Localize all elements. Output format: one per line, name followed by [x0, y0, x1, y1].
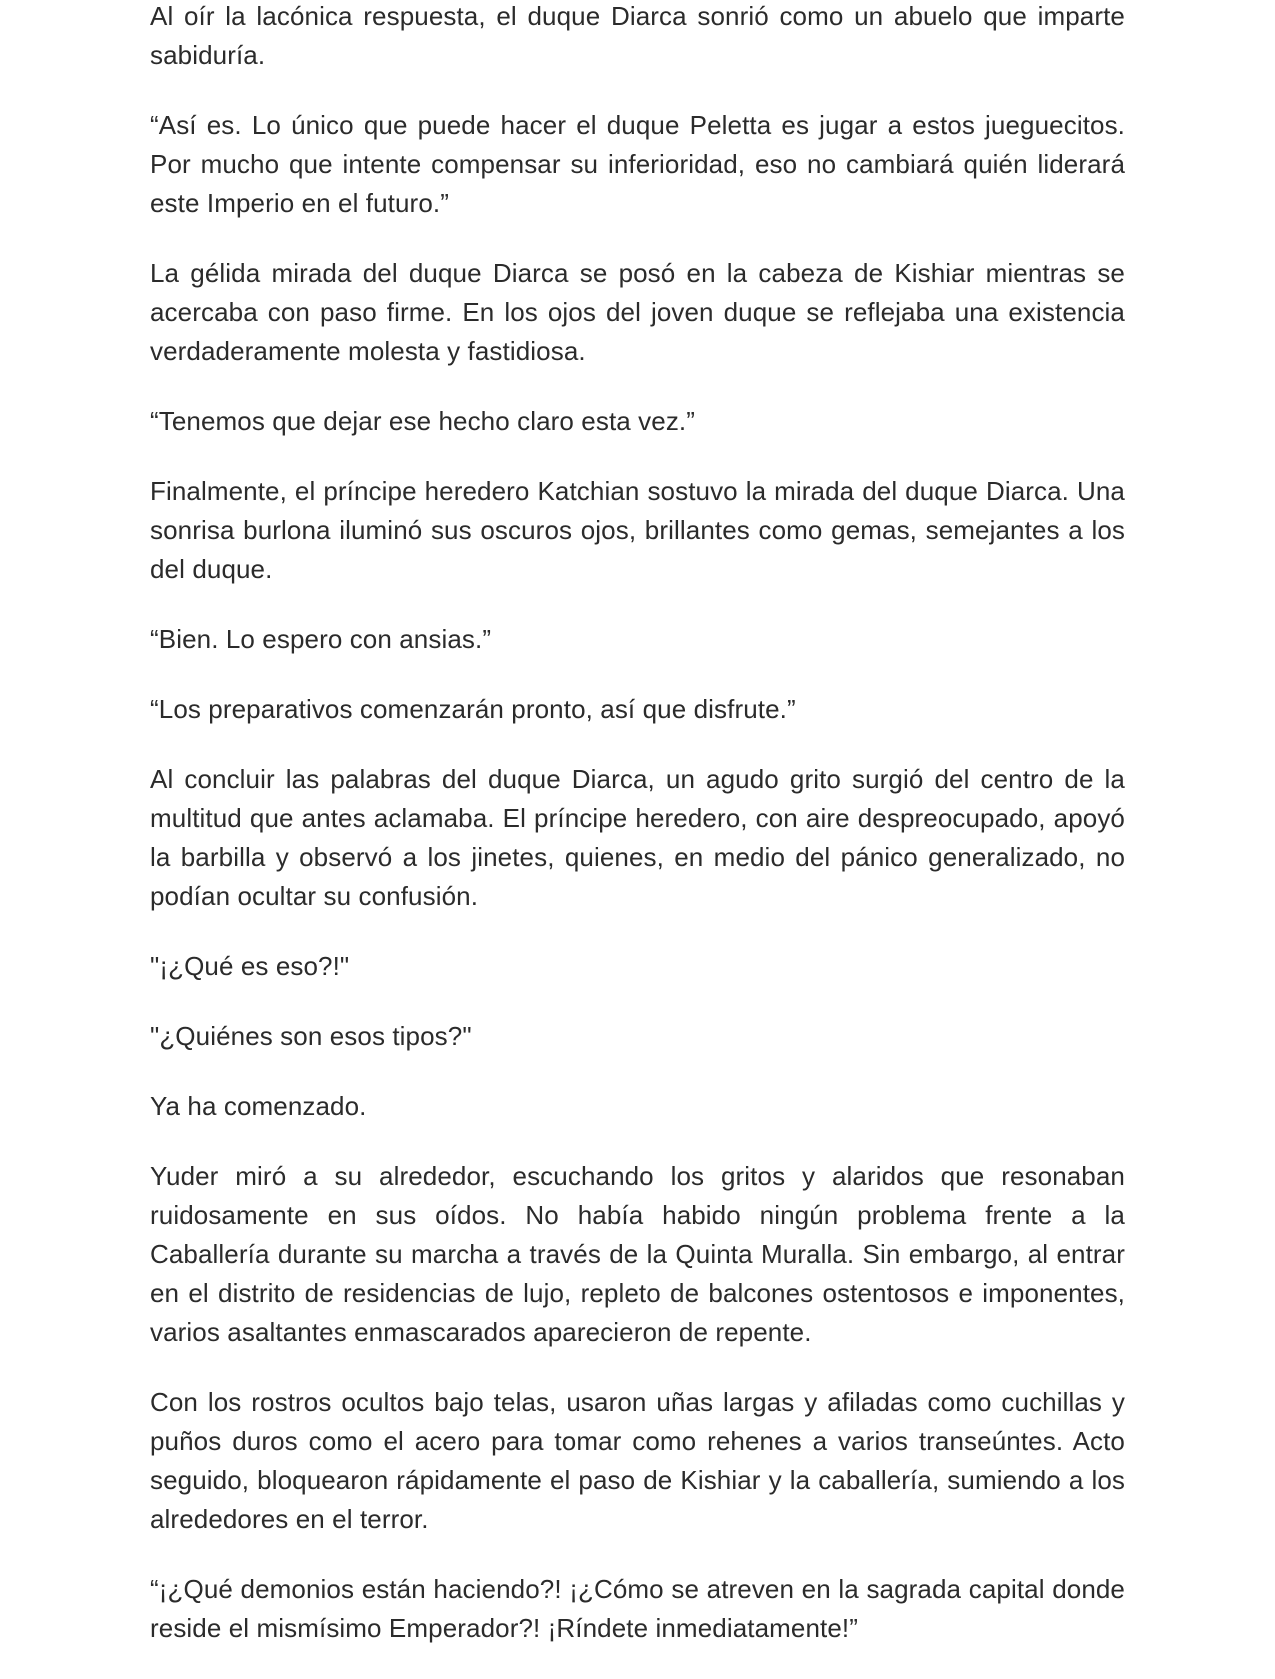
document-page	[150, 0, 1125, 1679]
paragraph-4: “Tenemos que dejar ese hecho claro esta vez.”	[150, 406, 696, 436]
paragraph-5: Finalmente, el príncipe heredero Katchian sostuvo la mirada del duque Diarca. Una sonrisa burlona iluminó sus oscuros ojos, brillantes como gemas, semejantes a los del duque.	[150, 476, 1125, 584]
paragraph-14: “¡¿Qué demonios están haciendo?! ¡¿Cómo se atreven en la sagrada capital donde reside el mismísimo Emperador?! ¡Ríndete inmediatamente!”	[150, 1574, 1125, 1643]
paragraph-9: "¡¿Qué es eso?!"	[150, 951, 350, 981]
paragraph-2: “Así es. Lo único que puede hacer el duque Peletta es jugar a estos jueguecitos. Por mucho que intente compensar su inferioridad, eso no cambiará quién liderará este Imperio en el futuro.”	[150, 110, 1125, 218]
paragraph-6: “Bien. Lo espero con ansias.”	[150, 624, 492, 654]
paragraph-3: La gélida mirada del duque Diarca se posó en la cabeza de Kishiar mientras se acercaba con paso firme. En los ojos del joven duque se reflejaba una existencia verdaderamente molesta y fastidiosa.	[150, 258, 1125, 366]
paragraph-10: "¿Quiénes son esos tipos?"	[150, 1021, 472, 1051]
paragraph-12: Yuder miró a su alrededor, escuchando los gritos y alaridos que resonaban ruidosamente en sus oídos. No había habido ningún problema frente a la Caballería durante su marcha a través de la Quinta Muralla. Sin embargo, al entrar en el distrito de residencias de lujo, repleto de balcones ostentosos e imponentes, varios asaltantes enmascarados aparecieron de repente.	[150, 1161, 1125, 1347]
paragraph-13: Con los rostros ocultos bajo telas, usaron uñas largas y afiladas como cuchillas y puños duros como el acero para tomar como rehenes a varios transeúntes. Acto seguido, bloquearon rápidamente el paso de Kishiar y la caballería, sumiendo a los alrededores en el terror.	[150, 1387, 1125, 1534]
paragraph-1: Al oír la lacónica respuesta, el duque Diarca sonrió como un abuelo que imparte sabiduría.	[150, 1, 1125, 70]
paragraph-7: “Los preparativos comenzarán pronto, así que disfrute.”	[150, 694, 796, 724]
paragraph-8: Al concluir las palabras del duque Diarca, un agudo grito surgió del centro de la multitud que antes aclamaba. El príncipe heredero, con aire despreocupado, apoyó la barbilla y observó a los jinetes, quienes, en medio del pánico generalizado, no podían ocultar su confusión.	[150, 764, 1125, 911]
paragraph-11: Ya ha comenzado.	[150, 1091, 367, 1121]
